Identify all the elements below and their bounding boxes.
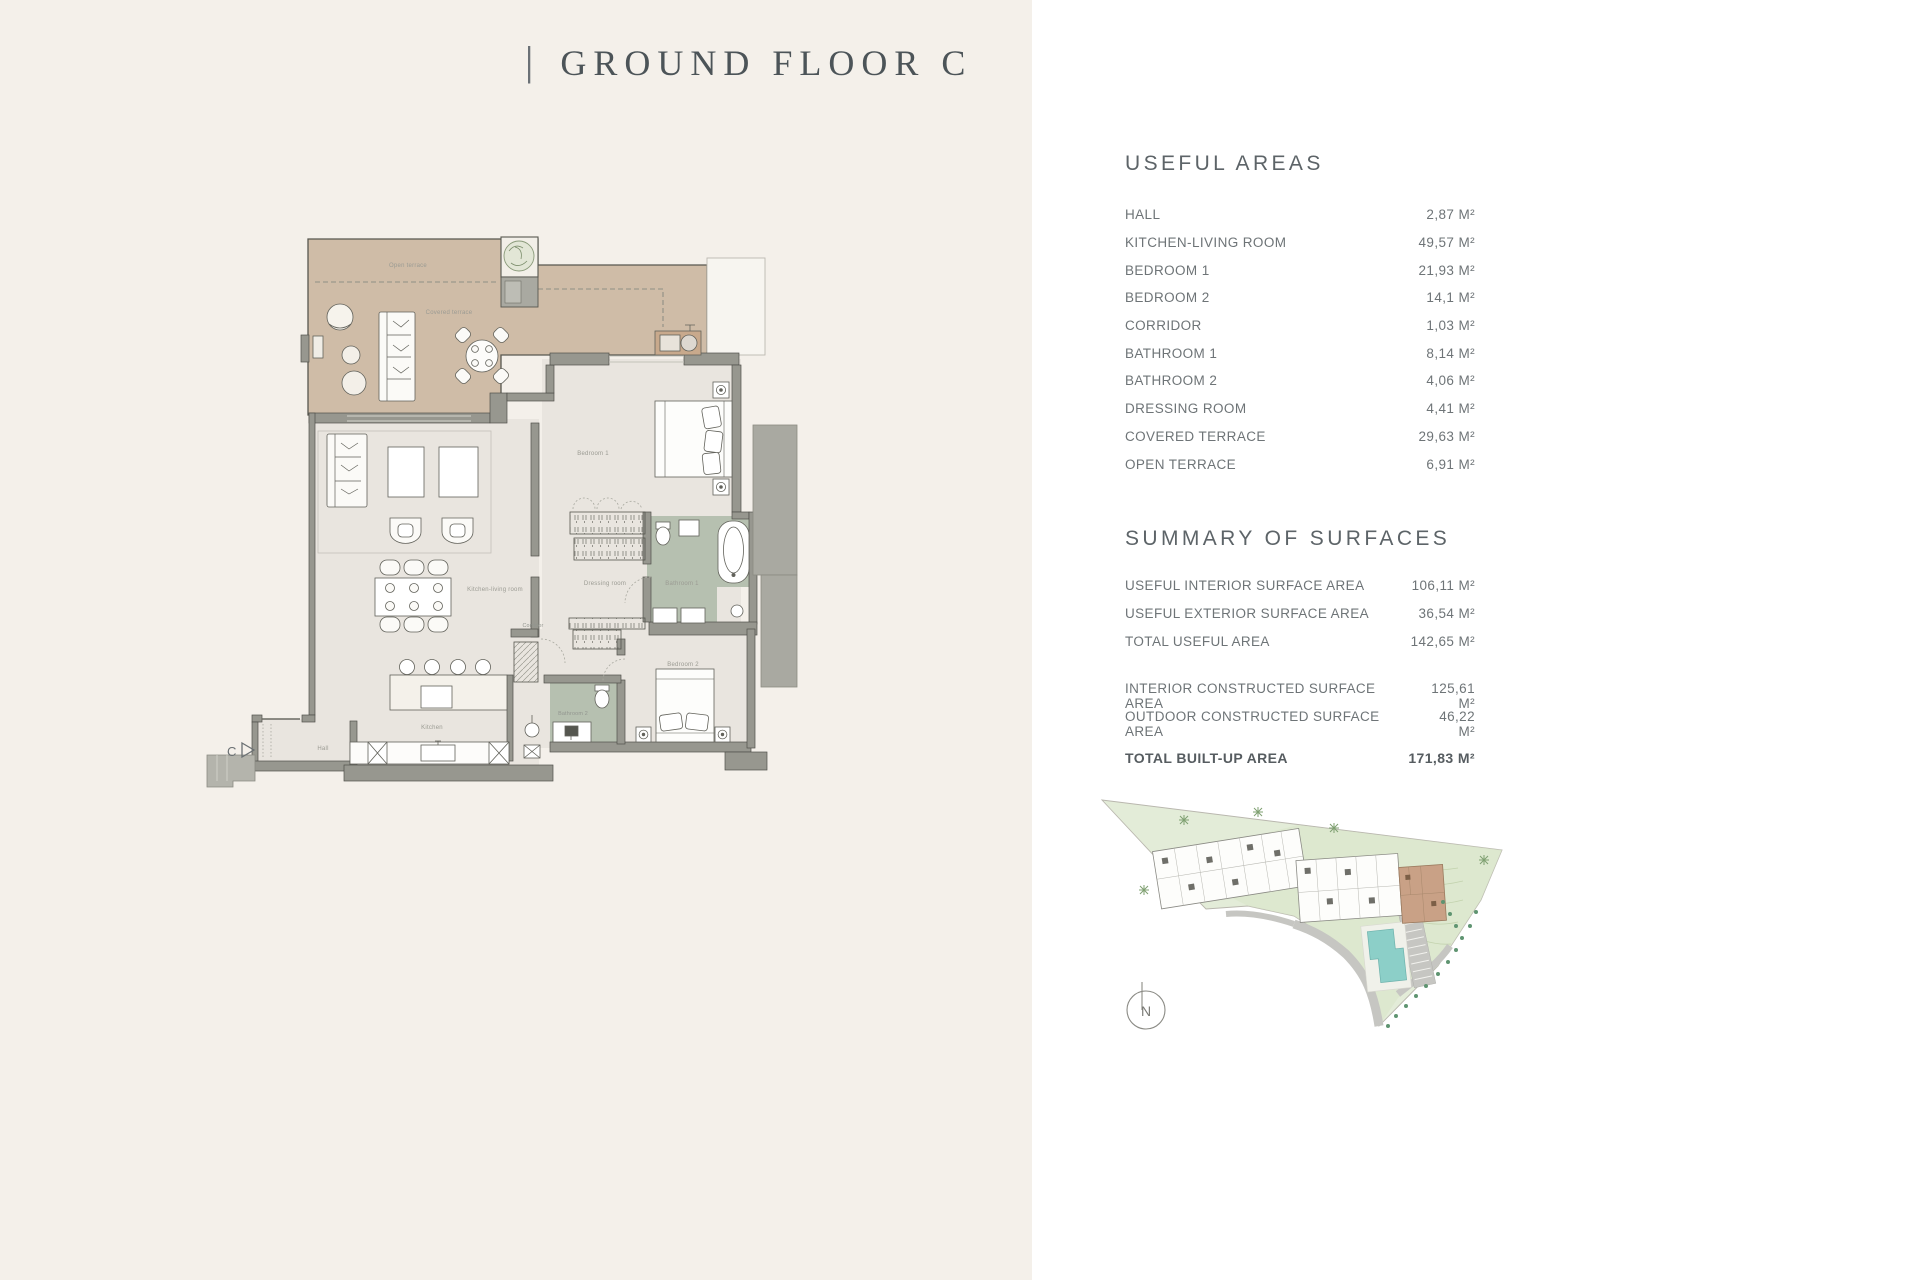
page-title: GROUND FLOOR C	[560, 42, 973, 83]
area-label: BEDROOM 2	[1125, 290, 1210, 306]
adjacent-terrace-outline	[707, 258, 765, 355]
vanity-2	[553, 722, 591, 742]
room-label-corridor: Corridor	[522, 623, 544, 629]
summary-label: TOTAL USEFUL AREA	[1125, 633, 1270, 649]
ceiling-light-icon	[713, 479, 729, 495]
fireplace	[313, 336, 323, 358]
entry-steps	[207, 755, 255, 787]
adjacent-structure	[753, 425, 797, 687]
table-row	[1125, 710, 1475, 738]
table-row	[1125, 256, 1475, 284]
table-row	[1125, 627, 1475, 655]
room-label-covered-terrace: Covered terrace	[425, 310, 473, 316]
table-row	[1125, 682, 1475, 710]
table-row	[1125, 284, 1475, 312]
closet	[514, 642, 538, 682]
bed-1	[655, 401, 732, 477]
area-value: 4,41 M²	[1426, 401, 1475, 417]
terrace-sofa	[379, 312, 415, 401]
area-label: HALL	[1125, 207, 1161, 223]
area-value: 21,93 M²	[1418, 262, 1475, 278]
room-label-hall: Hall	[317, 746, 329, 752]
washbasin-round	[731, 605, 743, 617]
area-label: CORRIDOR	[1125, 318, 1202, 334]
floor-plan-svg	[205, 225, 805, 805]
compass-label: N	[1140, 1003, 1152, 1019]
armchair	[442, 518, 473, 543]
room-label-bathroom-2: Bathroom 2	[558, 711, 588, 717]
area-label: BATHROOM 2	[1125, 373, 1218, 389]
ceiling-light-icon	[713, 382, 729, 398]
table-row	[1125, 312, 1475, 340]
floor-plan	[205, 225, 805, 805]
dining-table-set	[375, 560, 451, 632]
area-value: 8,14 M²	[1426, 345, 1475, 361]
table-row	[1125, 229, 1475, 257]
terrace-armchair	[327, 304, 353, 330]
site-plan-svg	[1098, 798, 1518, 1050]
kitchen-counter	[350, 741, 509, 764]
armchair	[390, 518, 421, 543]
summary-label: USEFUL INTERIOR SURFACE AREA	[1125, 578, 1365, 594]
summary-value: 106,11 M²	[1411, 578, 1475, 594]
room-label-bedroom-2: Bedroom 2	[667, 662, 699, 668]
toilet-2	[595, 685, 609, 708]
ceiling-light-icon	[715, 727, 730, 742]
living-sofa	[327, 434, 367, 507]
table-row	[1125, 450, 1475, 478]
bathtub	[718, 521, 749, 583]
summary-label: OUTDOOR CONSTRUCTED SURFACE AREA	[1125, 708, 1380, 739]
sink	[421, 745, 455, 761]
room-label-dressing-room: Dressing room	[583, 581, 627, 587]
total-label: TOTAL BUILT-UP AREA	[1125, 750, 1288, 766]
washbasin	[681, 608, 705, 623]
total-value: 171,83 M²	[1408, 750, 1475, 766]
room-label-kitchen-living: Kitchen-living room	[467, 587, 523, 593]
area-label: BATHROOM 1	[1125, 345, 1218, 361]
title-separator: |	[525, 40, 533, 84]
total-built-up-row	[1125, 744, 1475, 772]
table-row	[1125, 600, 1475, 628]
highlighted-unit	[1399, 864, 1447, 923]
side-table	[342, 371, 366, 395]
summary-label: INTERIOR CONSTRUCTED SURFACE AREA	[1125, 680, 1376, 711]
table-row	[1125, 339, 1475, 367]
area-value: 29,63 M²	[1418, 428, 1475, 444]
summary-value: 36,54 M²	[1418, 606, 1475, 622]
summary-value: 142,65 M²	[1410, 633, 1475, 649]
area-value: 6,91 M²	[1426, 456, 1475, 472]
toilet	[656, 522, 670, 545]
cistern	[679, 520, 699, 536]
table-row	[1125, 395, 1475, 423]
ceiling-light-icon	[636, 727, 651, 742]
room-label-bathroom-1: Bathroom 1	[665, 581, 699, 587]
compass-icon	[1127, 982, 1165, 1029]
summary-value: 46,22 M²	[1439, 708, 1475, 739]
summary-label: USEFUL EXTERIOR SURFACE AREA	[1125, 606, 1370, 622]
area-label: DRESSING ROOM	[1125, 401, 1247, 417]
room-label-open-terrace: Open terrace	[388, 263, 428, 269]
useful-areas-table	[1125, 201, 1475, 478]
washbasin	[653, 608, 677, 623]
area-value: 14,1 M²	[1426, 290, 1475, 306]
area-label: BEDROOM 1	[1125, 262, 1210, 278]
area-label: KITCHEN-LIVING ROOM	[1125, 235, 1287, 251]
room-label-bedroom-1: Bedroom 1	[577, 451, 609, 457]
side-table	[342, 346, 360, 364]
area-label: COVERED TERRACE	[1125, 428, 1266, 444]
bed-2	[656, 669, 714, 742]
pool	[1361, 922, 1412, 992]
table-row	[1125, 572, 1475, 600]
summary-heading: SUMMARY OF SURFACES	[1125, 527, 1451, 550]
page-title-block	[524, 40, 972, 85]
area-label: OPEN TERRACE	[1125, 456, 1237, 472]
useful-areas-heading: USEFUL AREAS	[1125, 152, 1324, 175]
summary-value: 125,61 M²	[1431, 680, 1475, 711]
constructed-table	[1125, 682, 1475, 737]
summary-table	[1125, 572, 1475, 655]
coffee-table	[439, 447, 478, 497]
svg-text:C: C	[227, 744, 237, 759]
area-value: 49,57 M²	[1418, 235, 1475, 251]
area-value: 2,87 M²	[1426, 207, 1475, 223]
planter	[501, 237, 538, 307]
coffee-table	[388, 447, 424, 497]
table-row	[1125, 423, 1475, 451]
area-value: 4,06 M²	[1426, 373, 1475, 389]
table-row	[1125, 367, 1475, 395]
site-plan	[1098, 798, 1518, 1050]
area-value: 1,03 M²	[1426, 318, 1475, 334]
tree-icon	[504, 241, 534, 271]
table-row	[1125, 201, 1475, 229]
room-label-kitchen: Kitchen	[421, 725, 443, 731]
